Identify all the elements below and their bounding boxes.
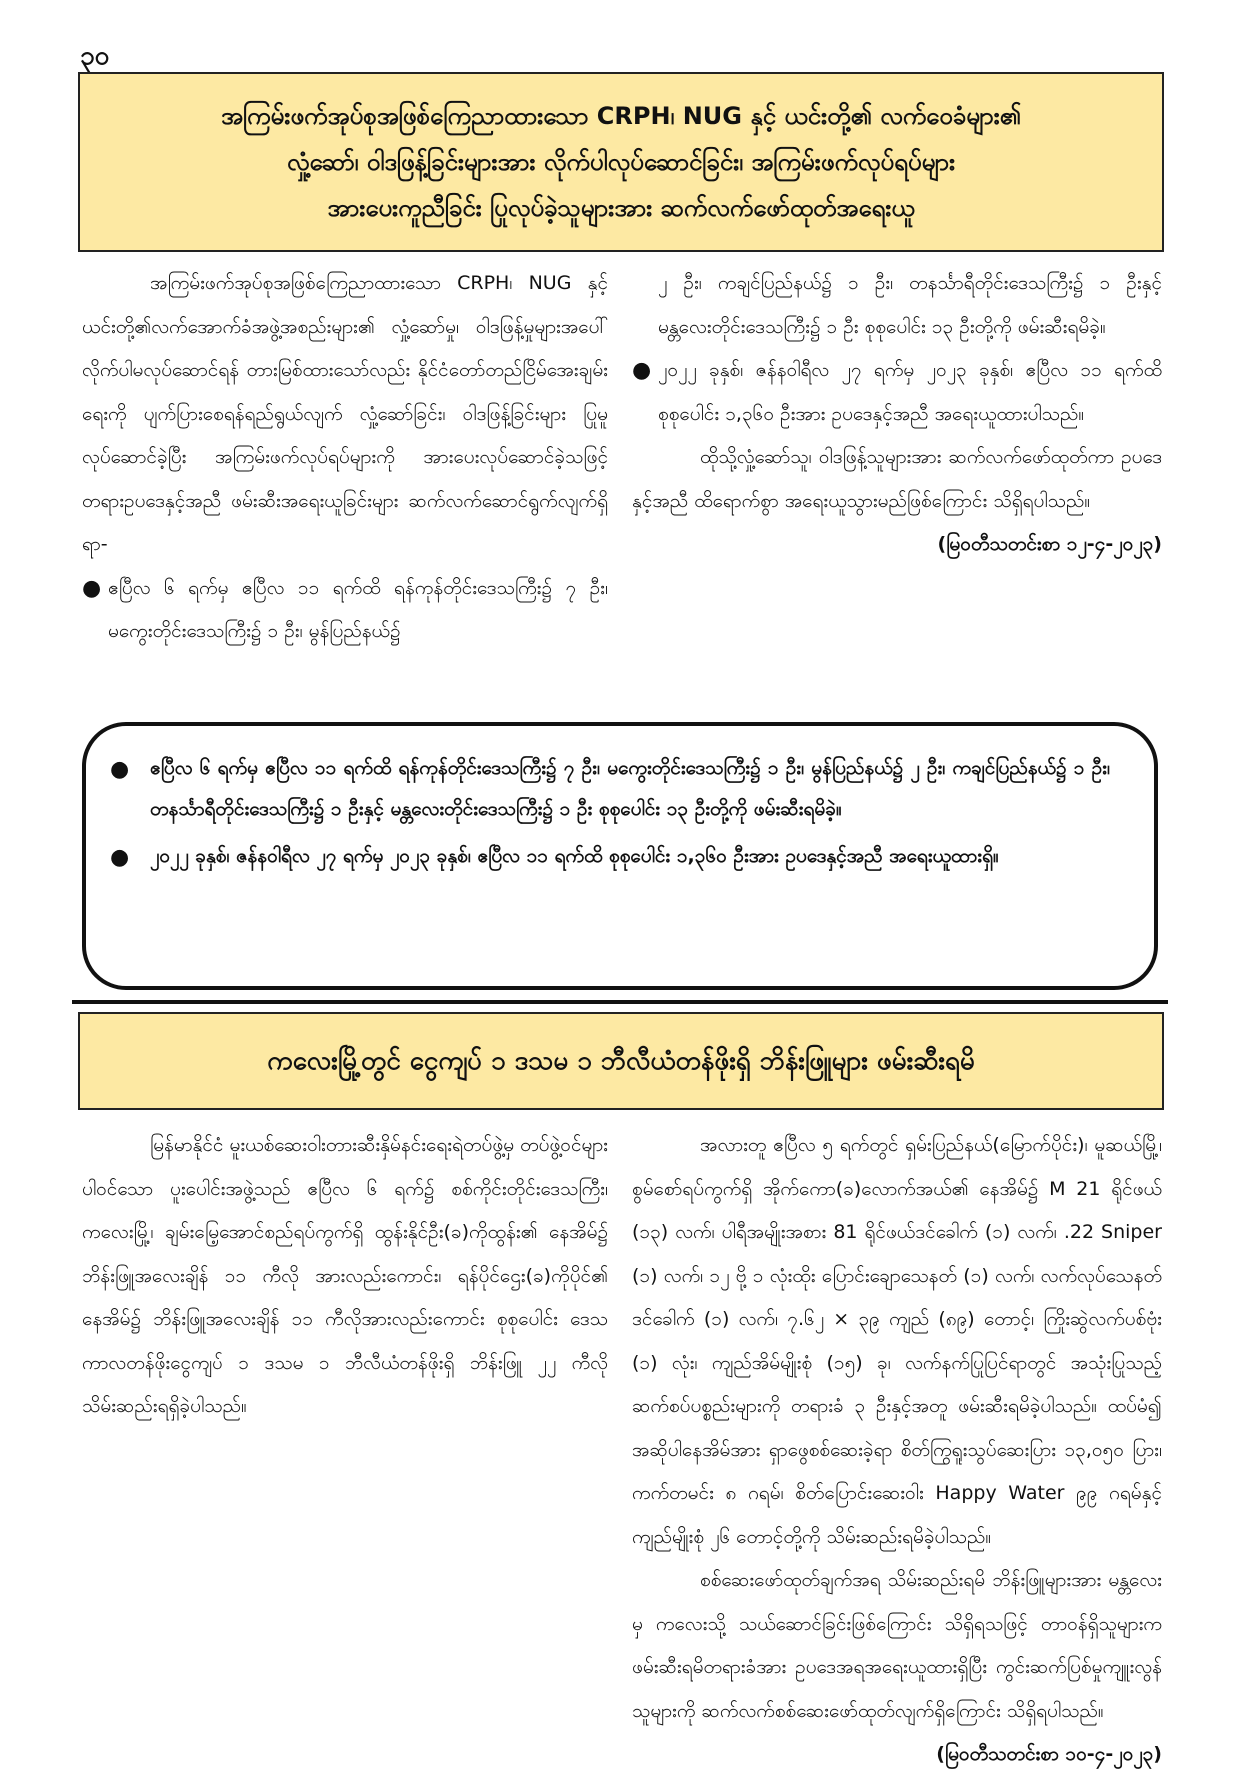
article2-headline-box: [78, 1012, 1164, 1110]
article2-headline: ကလေးမြို့တွင် ငွေကျပ် ၁ ဒသမ ၁ ဘီလီယံတန်ဖိုးရှိ ဘိန်းဖြူများ ဖမ်းဆီးရမိ: [267, 1046, 975, 1076]
bullet-icon: ●: [82, 575, 102, 601]
article2-left-column: [82, 1124, 608, 1429]
bullet-icon: ●: [110, 757, 130, 782]
article2-source: (မြဝတီသတင်းစာ ၁၀-၄-၂၀၂၃): [936, 1743, 1162, 1765]
article1-headline-box: [78, 72, 1164, 252]
article1-source: (မြဝတီသတင်းစာ ၁၂-၄-၂၀၂၃): [937, 533, 1162, 555]
summary-bullet-1: [110, 748, 1110, 830]
article2-paragraph-2: အလားတူ ဧပြီလ ၅ ရက်တွင် ရှမ်းပြည်နယ်(မြောက်ပိုင်း)၊ မူဆယ်မြို့၊ စွမ်စော်ရပ်ကွက်ရှိ အိုက်ကော(ခ)လောက်အယ်၏ နေအိမ်၌ M 21 ရိုင်ဖယ် (၁၃) လက်၊ ပါရီအမျိုးအစား 81 ရိုင်ဖယ်ဒင်ခေါက် (၁) လက်၊ .22 Sniper (၁) လက်၊ ၁၂ ဗို့ ၁ လုံးထိုး ပြောင်းချောသေနတ် (၁) လက်၊ လက်လုပ်သေနတ်ဒင်ခေါက် (၁) လက်၊ ၇.၆၂ × ၃၉ ကျည် (၈၉) တောင့်၊ ကြိုးဆွဲလက်ပစ်ဗုံး (၁) လုံး၊ ကျည်အိမ်မျိုးစုံ (၁၅) ခု၊ လက်နက်ပြုပြင်ရာတွင် အသုံးပြုသည့် ဆက်စပ်ပစ္စည်းများကို တရားခံ ၃ ဦးနှင့်အတူ ဖမ်းဆီးရမိခဲ့ပါသည်။ ထပ်မံ၍ အဆိုပါနေအိမ်အား ရှာဖွေစစ်ဆေးခဲ့ရာ စိတ်ကြွရူးသွပ်ဆေးပြား ၁၃,၀၅၀ ပြား၊ ကက်တမင်း ၈ ဂရမ်၊ စိတ်ပြောင်းဆေးဝါး Happy Water ၉၉ ဂရမ်နှင့် ကျည်မျိုးစုံ ၂၆ တောင့်တို့ကို သိမ်းဆည်းရမိခဲ့ပါသည်။: [632, 1134, 1162, 1548]
article1-headline-line-2: လှုံ့ဆော်၊ ဝါဒဖြန့်ခြင်းများအား လိုက်ပါလုပ်ဆောင်ခြင်း၊ အကြမ်းဖက်လုပ်ရပ်များ: [286, 148, 956, 176]
article1-headline-line-3: အားပေးကူညီခြင်း ပြုလုပ်ခဲ့သူများအား ဆက်လက်ဖော်ထုတ်အရေးယူ: [327, 194, 915, 222]
page-number: ၃၀: [80, 41, 110, 71]
article1-left-column: [82, 262, 608, 654]
article1-closing: ထိုသို့လှုံ့ဆော်သူ၊ ဝါဒဖြန့်သူများအား ဆက်လက်ဖော်ထုတ်ကာ ဥပဒေနှင့်အညီ ထိရောက်စွာ အရေးယူသွားမည်ဖြစ်ကြောင်း သိရှိရပါသည်။: [632, 446, 1162, 512]
article1-intro: အကြမ်းဖက်အုပ်စုအဖြစ်ကြေညာထားသော CRPH၊ NUG နှင့် ယင်းတို့၏လက်အောက်ခံအဖွဲ့အစည်းများ၏ လှုံ့ဆော်မှု၊ ဝါဒဖြန့်မှုများအပေါ် လိုက်ပါမလုပ်ဆောင်ရန် တားမြစ်ထားသော်လည်း နိုင်ငံတော်တည်ငြိမ်အေးချမ်းရေးကို ပျက်ပြားစေရန်ရည်ရွယ်လျက် လှုံ့ဆော်ခြင်း၊ ဝါဒဖြန့်ခြင်းများ ပြုမူလုပ်ဆောင်ခဲ့ပြီး အကြမ်းဖက်လုပ်ရပ်များကို အားပေးလုပ်ဆောင်ခဲ့သဖြင့် တရားဥပဒေနှင့်အညီ ဖမ်းဆီးအရေးယူခြင်းများ ဆက်လက်ဆောင်ရွက်လျက်ရှိရာ-: [82, 272, 608, 555]
article1-right-column: [632, 262, 1162, 567]
article1-bullet-1-continued: ၂ ဦး၊ ကချင်ပြည်နယ်၌ ၁ ဦး၊ တနင်္သာရီတိုင်းဒေသကြီး၌ ၁ ဦးနှင့် မန္တလေးတိုင်းဒေသကြီး၌ ၁ ဦး စုစုပေါင်း ၁၃ ဦးတို့ကို ဖမ်းဆီးရမိခဲ့။: [658, 272, 1162, 338]
bullet-icon: ●: [632, 358, 652, 383]
bullet-icon: ●: [110, 845, 130, 870]
article1-bullet-1-text: ဧပြီလ ၆ ရက်မှ ဧပြီလ ၁၁ ရက်ထိ ရန်ကုန်တိုင်းဒေသကြီး၌ ၇ ဦး၊ မကွေးတိုင်းဒေသကြီး၌ ၁ ဦး၊ မွန်ပြည်နယ်၌: [108, 576, 608, 642]
summary-box: [82, 722, 1158, 990]
article1-bullet-2-text: ၂၀၂၂ ခုနှစ်၊ ဇန်နဝါရီလ ၂၇ ရက်မှ ၂၀၂၃ ခုနှစ်၊ ဧပြီလ ၁၁ ရက်ထိ စုစုပေါင်း ၁,၃၆၀ ဦးအား ဥပဒေနှင့်အညီ အရေးယူထားပါသည်။: [658, 359, 1162, 425]
article1-bullet-2: [632, 349, 1162, 436]
section-divider: [72, 1000, 1168, 1004]
summary-bullet-2: [110, 836, 1110, 880]
article1-headline-line-1: အကြမ်းဖက်အုပ်စုအဖြစ်ကြေညာထားသော CRPH၊ NUG နှင့် ယင်းတို့၏ လက်ဝေခံများ၏: [220, 102, 1022, 130]
article2-paragraph-3: စစ်ဆေးဖော်ထုတ်ချက်အရ သိမ်းဆည်းရမိ ဘိန်းဖြူများအား မန္တလေးမှ ကလေးသို့ သယ်ဆောင်ခြင်းဖြစ်ကြောင်း သိရှိရသဖြင့် တာဝန်ရှိသူများက ဖမ်းဆီးရမိတရားခံအား ဥပဒေအရအရေးယူထားရှိပြီး ကွင်းဆက်ပြစ်မှုကျူးလွန်သူများကို ဆက်လက်စစ်ဆေးဖော်ထုတ်လျက်ရှိကြောင်း သိရှိရပါသည်။: [632, 1569, 1162, 1722]
article2-paragraph-1: မြန်မာနိုင်ငံ မူးယစ်ဆေးဝါးတားဆီးနှိမ်နင်းရေးရဲတပ်ဖွဲ့မှ တပ်ဖွဲ့ဝင်များပါဝင်သော ပူးပေါင်းအဖွဲ့သည် ဧပြီလ ၆ ရက်၌ စစ်ကိုင်းတိုင်းဒေသကြီး၊ ကလေးမြို့၊ ချမ်းမြေ့အောင်စည်ရပ်ကွက်ရှိ ထွန်းနိုင်ဦး(ခ)ကိုထွန်း၏ နေအိမ်၌ ဘိန်းဖြူအလေးချိန် ၁၁ ကီလို အားလည်းကောင်း၊ ရန်ပိုင်ဌေး(ခ)ကိုပိုင်၏ နေအိမ်၌ ဘိန်းဖြူအလေးချိန် ၁၁ ကီလိုအားလည်းကောင်း စုစုပေါင်း ဒေသကာလတန်ဖိုးငွေကျပ် ၁ ဒသမ ၁ ဘီလီယံတန်ဖိုးရှိ ဘိန်းဖြူ ၂၂ ကီလိုသိမ်းဆည်းရရှိခဲ့ပါသည်။: [82, 1134, 608, 1417]
summary-bullet-2-text: ၂၀၂၂ ခုနှစ်၊ ဇန်နဝါရီလ ၂၇ ရက်မှ ၂၀၂၃ ခုနှစ်၊ ဧပြီလ ၁၁ ရက်ထိ စုစုပေါင်း ၁,၃၆၀ ဦးအား ဥပဒေနှင့်အညီ အရေးယူထားရှိ။: [150, 845, 999, 867]
article2-right-column: [632, 1124, 1162, 1777]
article1-bullet-1: [82, 567, 608, 654]
summary-bullet-1-text: ဧပြီလ ၆ ရက်မှ ဧပြီလ ၁၁ ရက်ထိ ရန်ကုန်တိုင်းဒေသကြီး၌ ၇ ဦး၊ မကွေးတိုင်းဒေသကြီး၌ ၁ ဦး၊ မွန်ပြည်နယ်၌ ၂ ဦး၊ ကချင်ပြည်နယ်၌ ၁ ဦး၊ တနင်္သာရီတိုင်းဒေသကြီး၌ ၁ ဦးနှင့် မန္တလေးတိုင်းဒေသကြီး၌ ၁ ဦး စုစုပေါင်း ၁၃ ဦးတို့ကို ဖမ်းဆီးရမိခဲ့။: [150, 757, 1110, 820]
